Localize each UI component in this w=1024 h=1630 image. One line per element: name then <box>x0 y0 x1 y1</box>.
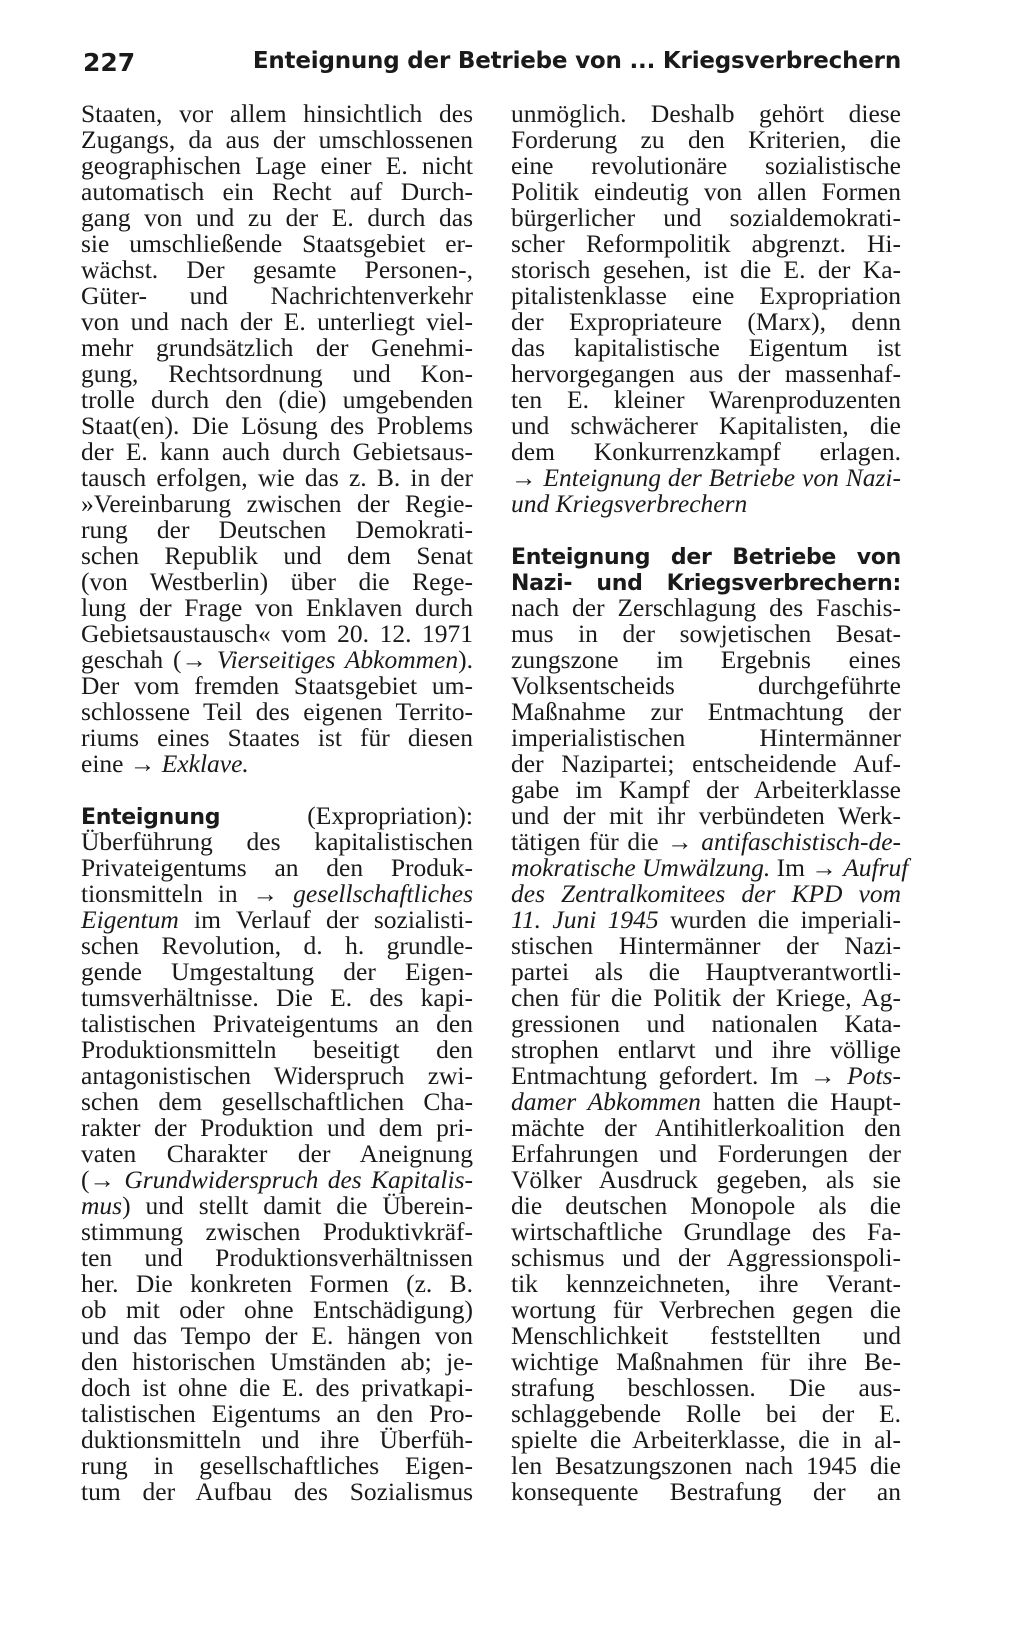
text-line: strafung beschlossen. Die aus- <box>511 1373 901 1402</box>
text-line: her. Die konkreten Formen (z. B. <box>81 1269 473 1298</box>
text-line: der Expropriateure (Marx), denn <box>511 307 901 336</box>
text-line: Gebietsaustausch« vom 20. 12. 1971 <box>81 619 473 648</box>
text-line: talistischen Eigentums an den Pro- <box>81 1399 473 1428</box>
cross-reference-link[interactable]: mokratische Umwälzung. <box>511 853 771 882</box>
text-line: stimmung zwischen Produktivkräf- <box>81 1217 473 1246</box>
text-line: Menschlichkeit feststellten und <box>511 1321 901 1350</box>
text-line: geographischen Lage einer E. nicht <box>81 151 473 180</box>
text-line: schen Revolution, d. h. grundle- <box>81 931 473 960</box>
text-line: stischen Hintermänner der Nazi- <box>511 931 901 960</box>
text-line: gung, Rechtsordnung und Kon- <box>81 359 473 388</box>
page-header <box>83 48 901 84</box>
text-line: wichtige Maßnahmen für ihre Be- <box>511 1347 901 1376</box>
cross-reference-link[interactable]: mus <box>81 1191 123 1220</box>
text-line: mus) und stellt damit die Überein- <box>81 1191 473 1220</box>
arrow-icon: → <box>810 1061 836 1090</box>
text-line <box>511 465 901 491</box>
text-line: ob mit oder ohne Entschädigung) <box>81 1295 473 1324</box>
text-line: antagonistischen Widerspruch zwi- <box>81 1061 473 1090</box>
text-line: automatisch ein Recht auf Durch- <box>81 177 473 206</box>
text-line: mokratische Umwälzung. Im → Aufruf <box>511 853 909 882</box>
entry-headword: Nazi- und Kriegsverbrechern: <box>511 571 901 596</box>
text-line: wirtschaftliche Grundlage des Fa- <box>511 1217 901 1246</box>
text-line: und das Tempo der E. hängen von <box>81 1321 473 1350</box>
text-line: »Vereinbarung zwischen der Regie- <box>81 489 473 518</box>
text-line: geschah (→ Vierseitiges Abkommen). <box>81 645 473 674</box>
text-line: und der mit ihr verbündeten Werk- <box>511 801 901 830</box>
text-line: Forderung zu den Kriterien, die <box>511 125 901 154</box>
cross-reference-link[interactable]: Grundwiderspruch des Kapitalis- <box>124 1165 474 1194</box>
text-line: mächte der Antihitlerkoalition den <box>511 1113 901 1142</box>
text-line: len Besatzungszonen nach 1945 die <box>511 1451 901 1480</box>
text-line: Volksentscheids durchgeführte <box>511 671 901 700</box>
text-line: gang von und zu der E. durch das <box>81 203 473 232</box>
text-line: rung in gesellschaftliches Eigen- <box>81 1451 473 1480</box>
text-line: chen für die Politik der Kriege, Ag- <box>511 983 901 1012</box>
text-line: (von Westberlin) über die Rege- <box>81 567 473 596</box>
text-line: Der vom fremden Staatsgebiet um- <box>81 671 473 700</box>
text-line: Erfahrungen und Forderungen der <box>511 1139 901 1168</box>
arrow-icon: → <box>811 853 837 882</box>
text-line: tumsverhältnisse. Die E. des kapi- <box>81 983 473 1012</box>
text-line: eine revolutionäre sozialistische <box>511 151 901 180</box>
text-line: trolle durch den (die) umgebenden <box>81 385 473 414</box>
text-line: bürgerlicher und sozialdemokrati- <box>511 203 901 232</box>
text-line: Politik eindeutig von allen Formen <box>511 177 901 206</box>
text-line <box>511 881 901 907</box>
text-line: ten E. kleiner Warenproduzenten <box>511 385 901 414</box>
text-line: schen dem gesellschaftlichen Cha- <box>81 1087 473 1116</box>
text-line: schen Republik und dem Senat <box>81 541 473 570</box>
text-line: tik kennzeichneten, ihre Verant- <box>511 1269 901 1298</box>
text-line: partei als die Hauptverantwortli- <box>511 957 901 986</box>
text-line: lung der Frage von Enklaven durch <box>81 593 473 622</box>
text-line: Überführung des kapitalistischen <box>81 827 473 856</box>
text-line: doch ist ohne die E. des privatkapi- <box>81 1373 473 1402</box>
text-line: wortung für Verbrechen gegen die <box>511 1295 901 1324</box>
text-line: Maßnahme zur Entmachtung der <box>511 697 901 726</box>
right-column <box>511 99 909 1506</box>
text-line: gabe im Kampf der Arbeiterklasse <box>511 775 901 804</box>
text-line: Völker Ausdruck gegeben, als sie <box>511 1165 901 1194</box>
entry-heading-line <box>511 543 901 569</box>
text-line: unmöglich. Deshalb gehört diese <box>511 99 901 128</box>
text-line: von und nach der E. unterliegt viel- <box>81 307 473 336</box>
text-line: vaten Charakter der Aneignung <box>81 1139 473 1168</box>
running-head: Enteignung der Betriebe von ... Kriegsverbrechern <box>252 48 901 74</box>
text-line: strophen entlarvt und ihre völlige <box>511 1035 901 1064</box>
page-number: 227 <box>83 48 136 77</box>
text-line: der E. kann auch durch Gebietsaus- <box>81 437 473 466</box>
text-line: und schwächerer Kapitalisten, die <box>511 411 901 440</box>
cross-reference-link[interactable]: Eigentum <box>81 905 179 934</box>
cross-reference-link[interactable]: Exklave. <box>161 749 249 778</box>
cross-reference-link[interactable]: und Kriegsverbrechern <box>511 489 748 518</box>
cross-reference-link[interactable]: Pots- <box>847 1061 901 1090</box>
text-line: dem Konkurrenzkampf erlagen. <box>511 437 901 466</box>
text-line: mehr grundsätzlich der Genehmi- <box>81 333 473 362</box>
text-line <box>511 491 901 517</box>
text-line: schismus und der Aggressionspoli- <box>511 1243 901 1272</box>
text-line: schlossene Teil des eigenen Territo- <box>81 697 473 726</box>
arrow-icon: → <box>89 1165 115 1194</box>
text-line: rakter der Produktion und dem pri- <box>81 1113 473 1142</box>
cross-reference-link[interactable]: Aufruf <box>843 853 909 882</box>
text-line: tum der Aufbau des Sozialismus <box>81 1477 473 1506</box>
cross-reference-link[interactable]: gesellschaftliches <box>293 879 473 908</box>
text-line: Produktionsmitteln beseitigt den <box>81 1035 473 1064</box>
left-column <box>81 101 473 1505</box>
cross-reference-link[interactable]: des Zentralkomitees der KPD vom <box>511 879 901 908</box>
arrow-icon: → <box>667 827 693 856</box>
arrow-icon: → <box>181 645 208 674</box>
text-line: konsequente Bestrafung der an <box>511 1477 901 1506</box>
text-line: (→ Grundwiderspruch des Kapitalis- <box>81 1165 474 1194</box>
entry-headword: Enteignung der Betriebe von <box>511 545 901 570</box>
cross-reference-link[interactable]: 11. Juni 1945 <box>511 905 659 934</box>
text-line: riums eines Staates ist für diesen <box>81 723 473 752</box>
text-line: die deutschen Monopole als die <box>511 1191 901 1220</box>
text-line: Staat(en). Die Lösung des Problems <box>81 411 473 440</box>
text-line: das kapitalistische Eigentum ist <box>511 333 901 362</box>
text-line: Staaten, vor allem hinsichtlich des <box>81 99 473 128</box>
text-line: gressionen und nationalen Kata- <box>511 1009 901 1038</box>
text-line: 11. Juni 1945 wurden die imperiali- <box>511 905 902 934</box>
text-line: tätigen für die → antifaschistisch-de- <box>511 827 901 856</box>
text-line: Eigentum im Verlauf der sozialisti- <box>81 905 473 934</box>
text-line: nach der Zerschlagung des Faschis- <box>511 593 901 622</box>
text-line: duktionsmitteln und ihre Überfüh- <box>81 1425 473 1454</box>
entry-headword: Enteignung <box>81 805 221 830</box>
text-line: sie umschließende Staatsgebiet er- <box>81 229 473 258</box>
text-line: gende Umgestaltung der Eigen- <box>81 957 473 986</box>
text-line: zungszone im Ergebnis eines <box>511 645 901 674</box>
text-line: mus in der sowjetischen Besat- <box>511 619 901 648</box>
text-line: scher Reformpolitik abgrenzt. Hi- <box>511 229 901 258</box>
text-line: eine → Exklave. <box>81 749 249 778</box>
text-line: rung der Deutschen Demokrati- <box>81 515 473 544</box>
cross-reference-link[interactable]: antifaschistisch-de- <box>701 827 901 856</box>
cross-reference-link[interactable]: Vierseitiges Abkommen <box>216 645 459 674</box>
text-line: Güter- und Nachrichtenverkehr <box>81 281 473 310</box>
text-line: ten und Produktionsverhältnissen <box>81 1243 473 1272</box>
text-line: pitalistenklasse eine Expropriation <box>511 281 901 310</box>
text-line: wächst. Der gesamte Personen-, <box>81 255 473 284</box>
entry-heading-line <box>511 569 901 595</box>
text-line: der Nazipartei; entscheidende Auf- <box>511 749 901 778</box>
text-line: imperialistischen Hintermänner <box>511 723 901 752</box>
text-line: tionsmitteln in → gesellschaftliches <box>81 879 473 908</box>
cross-reference-link[interactable]: Enteignung der Betriebe von Nazi- <box>543 463 901 492</box>
arrow-icon: → <box>129 749 156 778</box>
text-line: spielte die Arbeiterklasse, die in al- <box>511 1425 901 1454</box>
text-line: talistischen Privateigentums an den <box>81 1009 473 1038</box>
text-line: Entmachtung gefordert. Im → Pots- <box>511 1061 901 1090</box>
text-line: tausch erfolgen, wie das z. B. in der <box>81 463 473 492</box>
text-line: storisch gesehen, ist die E. der Ka- <box>511 255 901 284</box>
arrow-icon: → <box>511 463 537 492</box>
text-line: Privateigentums an den Produk- <box>81 853 473 882</box>
text-line: damer Abkommen hatten die Haupt- <box>511 1087 901 1116</box>
text-line: den historischen Umständen ab; je- <box>81 1347 473 1376</box>
entry-heading-line: Enteignung (Expropriation): <box>81 801 473 830</box>
arrow-icon: → <box>252 879 279 908</box>
text-line: hervorgegangen aus der massenhaf- <box>511 359 901 388</box>
text-line: Zugangs, da aus der umschlossenen <box>81 125 473 154</box>
text-line: schlaggebende Rolle bei der E. <box>511 1399 901 1428</box>
cross-reference-link[interactable]: damer Abkommen <box>511 1087 701 1116</box>
